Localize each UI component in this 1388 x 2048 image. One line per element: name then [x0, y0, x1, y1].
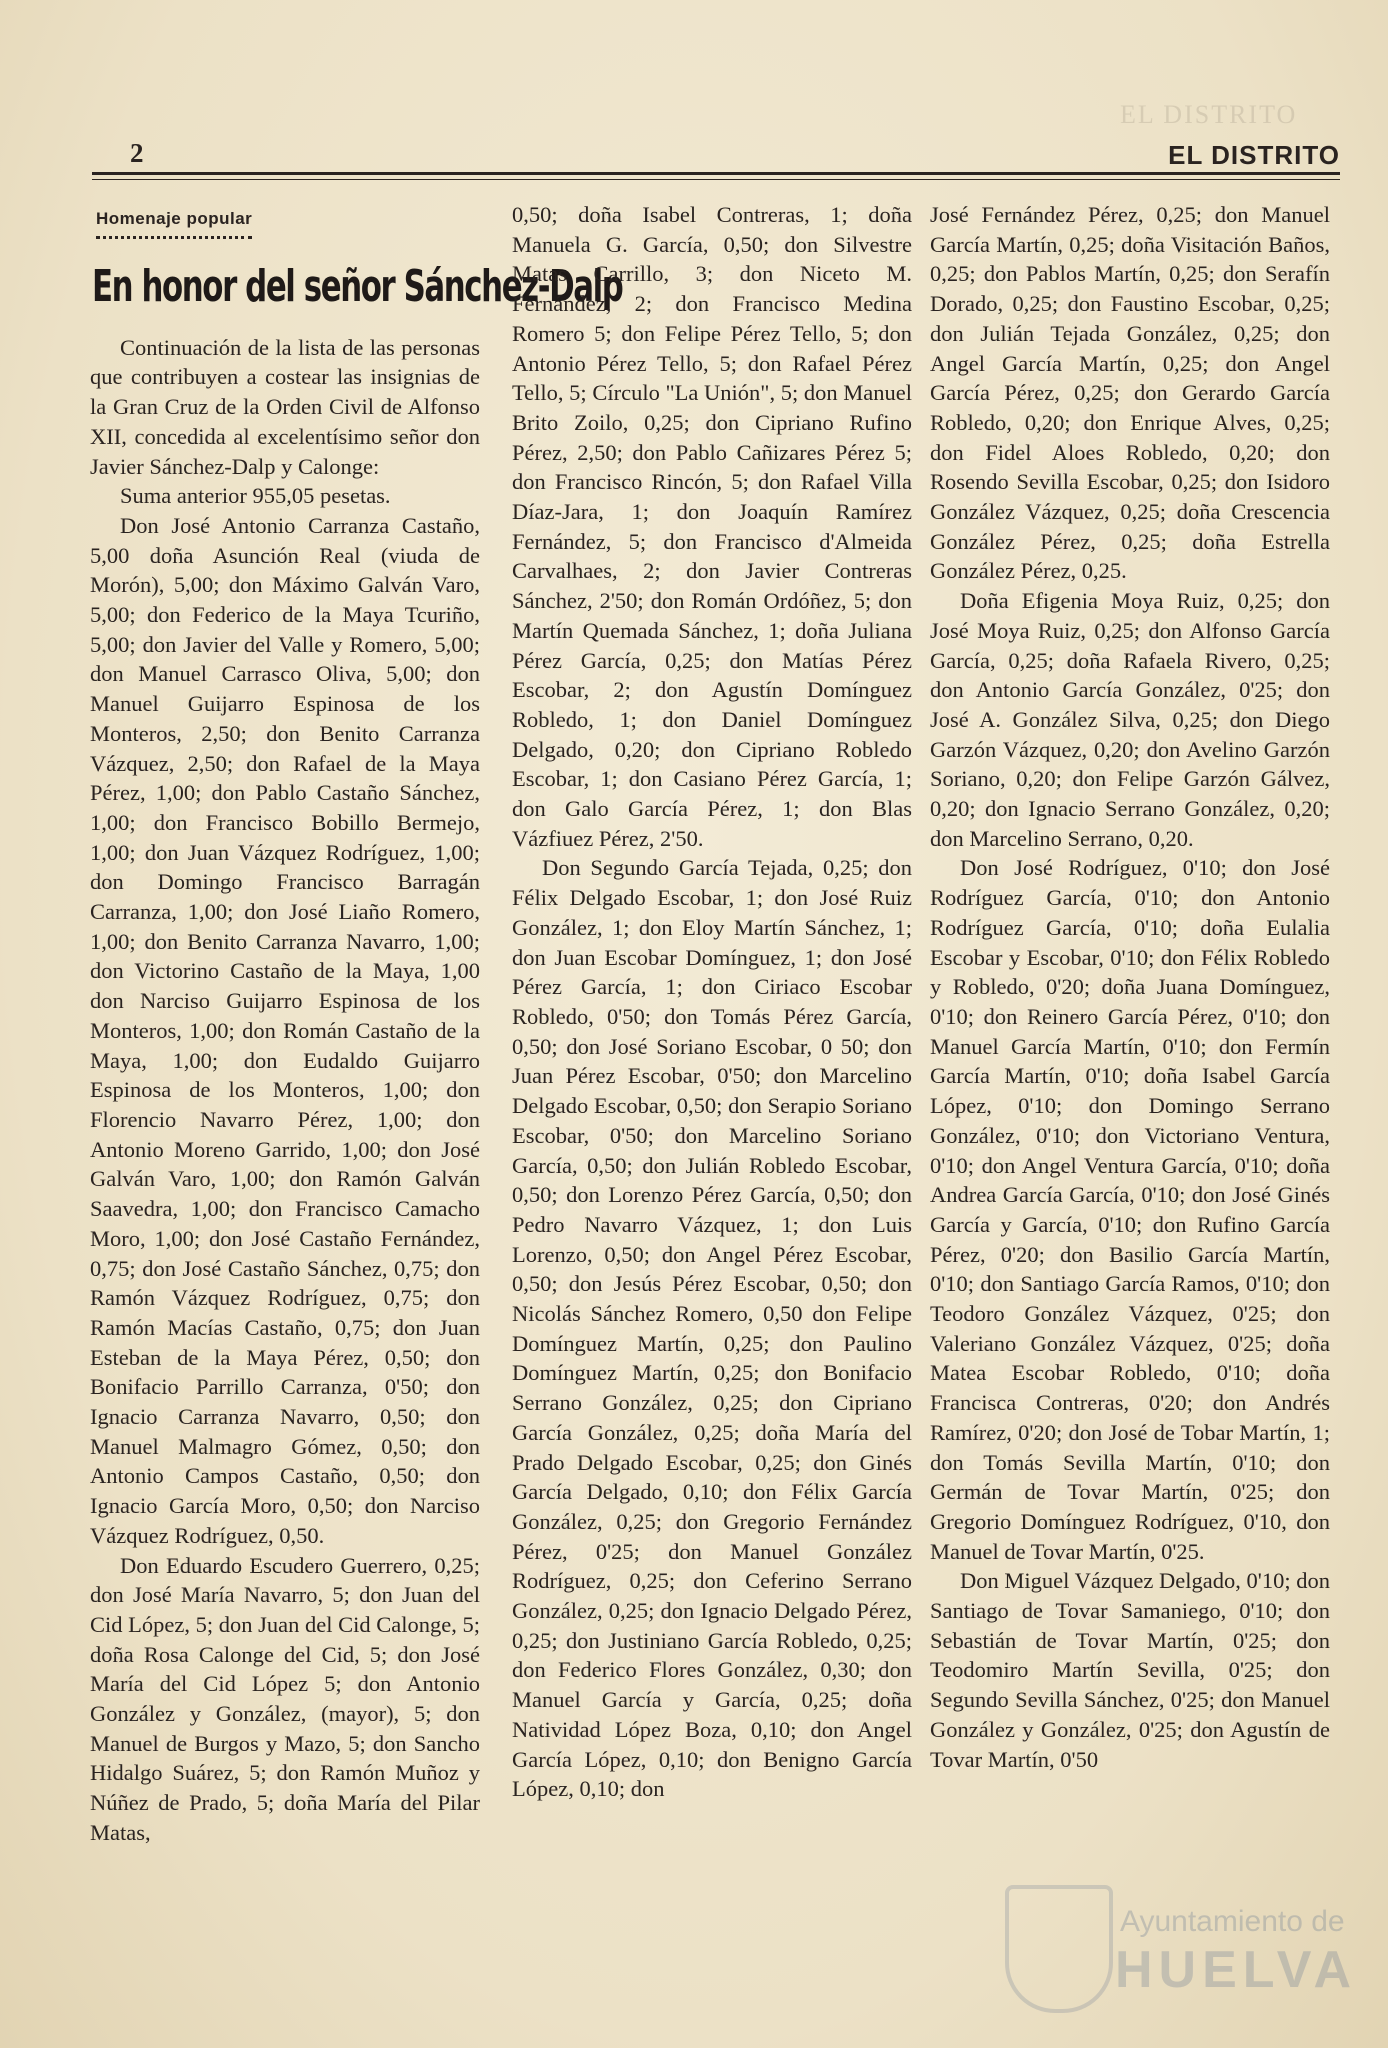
page-number: 2 — [130, 138, 144, 168]
column-1-body — [90, 333, 480, 1848]
paragraph: Don Miguel Vázquez Delgado, 0'10; don Santiago de Tovar Samaniego, 0'10; don Sebastián de Tovar Martín, 0'25; don Teodomiro Martín Sevilla, 0'25; don Segundo Sevilla Sánchez, 0'25; don Manuel González y González, 0'25; don Agustín de Tovar Martín, 0'50 — [930, 1568, 1330, 1772]
column-1 — [82, 202, 623, 1848]
watermark-line2: HUELVA — [1115, 1941, 1358, 1999]
watermark-line1: Ayuntamiento de — [1120, 1905, 1345, 1938]
watermark-seal-icon — [1005, 1885, 1113, 2013]
article-headline: En honor del señor Sánchez-Dalp — [92, 260, 623, 312]
paragraph: Don Eduardo Escudero Guerrero, 0,25; don José María Navarro, 5; don Juan del Cid López, 5; don Juan del Cid Calonge, 5; doña Rosa Calonge del Cid, 5; don José María del Cid López 5; don Antonio González y González, (mayor), 5; don Manuel de Burgos y Mazo, 5; don Sancho Hidalgo Suárez, 5; don Ramón Muñoz y Núñez de Prado, 5; doña María del Pilar Matas, — [90, 1552, 480, 1845]
header-rule — [92, 172, 1340, 175]
paragraph: Doña Efigenia Moya Ruiz, 0,25; don José Moya Ruiz, 0,25; don Alfonso García García, 0,25; doña Rafaela Rivero, 0,25; don Antonio García González, 0'25; don José A. González Silva, 0,25; don Diego Garzón Vázquez, 0,20; don Avelino Garzón Soriano, 0,20; don Felipe Garzón Gálvez, 0,20; don Ignacio Serrano González, 0,20; don Marcelino Serrano, 0,20. — [930, 588, 1330, 851]
masthead: EL DISTRITO — [1168, 140, 1340, 170]
paragraph: José Fernández Pérez, 0,25; don Manuel García Martín, 0,25; doña Visitación Baños, 0,25; don Pablos Martín, 0,25; don Serafín Dorado, 0,25; don Faustino Escobar, 0,25; don Julián Tejada González, 0,25; don Angel García Martín, 0,25; don Angel García Pérez, 0,25; don Gerardo García Robledo, 0,20; don Enrique Alves, 0,25; don Fidel Aloes Robledo, 0,20; don Rosendo Sevilla Escobar, 0,25; don Isidoro González Vázquez, 0,25; doña Crescencia González Pérez, 0,25; doña Estrella González Pérez, 0,25. — [930, 202, 1330, 584]
column-3 — [930, 200, 1330, 1774]
column-2 — [512, 200, 912, 1804]
paragraph: Don Segundo García Tejada, 0,25; don Félix Delgado Escobar, 1; don José Ruiz González, 1; don Eloy Martín Sánchez, 1; don Juan Escobar Domínguez, 1; don José Pérez García, 1; don Ciriaco Escobar Robledo, 0'50; don Tomás Pérez García, 0,50; don José Soriano Escobar, 0 50; don Juan Pérez Escobar, 0'50; don Marcelino Delgado Escobar, 0,50; don Serapio Soriano Escobar, 0'50; don Marcelino Soriano García, 0,50; don Julián Robledo Escobar, 0,50; don Lorenzo Pérez García, 0,50; don Pedro Navarro Vázquez, 1; don Luis Lorenzo, 0,50; don Angel Pérez Escobar, 0,50; don Jesús Pérez Escobar, 0,50; don Nicolás Sánchez Romero, 0,50 don Felipe Domínguez Martín, 0,25; don Paulino Domínguez Martín, 0,25; don Bonifacio Serrano González, 0,25; don Cipriano García González, 0,25; doña María del Prado Delgado Escobar, 0,25; don Ginés García Delgado, 0,10; don Félix García González, 0,25; don Gregorio Fernández Pérez, 0'25; don Manuel González Rodríguez, 0,25; don Ceferino Serrano González, 0,25; don Ignacio Delgado Pérez, 0,25; don Justiniano García Robledo, 0,25; don Federico Flores González, 0,30; don Manuel García y García, 0,25; doña Natividad López Boza, 0,10; don Angel García López, 0,10; don Benigno García López, 0,10; don — [512, 855, 912, 1802]
section-kicker: Homenaje popular — [96, 204, 252, 239]
bleed-through-text: EL DISTRITO — [1120, 100, 1298, 129]
paragraph: 0,50; doña Isabel Contreras, 1; doña Manuela G. García, 0,50; don Silvestre Matas Carrillo, 3; don Niceto M. Fernández, 2; don Francisco Medina Romero 5; don Felipe Pérez Tello, 5; don Antonio Pérez Tello, 5; don Rafael Pérez Tello, 5; Círculo "La Unión", 5; don Manuel Brito Zoilo, 0,25; don Cipriano Rufino Pérez, 2,50; don Pablo Cañizares Pérez 5; don Francisco Rincón, 5; don Rafael Villa Díaz-Jara, 1; don Joaquín Ramírez Fernández, 5; don Francisco d'Almeida Carvalhaes, 2; don Javier Contreras Sánchez, 2'50; don Román Ordóñez, 5; don Martín Quemada Sánchez, 1; doña Juliana Pérez García, 0,25; don Matías Pérez Escobar, 2; don Agustín Domínguez Robledo, 1; don Daniel Domínguez Delgado, 0,20; don Cipriano Robledo Escobar, 1; don Casiano Pérez García, 1; don Galo García Pérez, 1; don Blas Vázfiuez Pérez, 2'50. — [512, 202, 912, 851]
paragraph: Don José Antonio Carranza Castaño, 5,00 doña Asunción Real (viuda de Morón), 5,00; don Máximo Galván Varo, 5,00; don Federico de la Maya Tcuriño, 5,00; don Javier del Valle y Romero, 5,00; don Manuel Carrasco Oliva, 5,00; don Manuel Guijarro Espinosa de los Monteros, 2,50; don Benito Carranza Vázquez, 2,50; don Rafael de la Maya Pérez, 1,00; don Pablo Castaño Sánchez, 1,00; don Francisco Bobillo Bermejo, 1,00; don Juan Vázquez Rodríguez, 1,00; don Domingo Francisco Barragán Carranza, 1,00; don José Liaño Romero, 1,00; don Benito Carranza Navarro, 1,00; don Victorino Castaño de la Maya, 1,00 don Narciso Guijarro Espinosa de los Monteros, 1,00; don Román Castaño de la Maya, 1,00; don Eudaldo Guijarro Espinosa de los Monteros, 1,00; don Florencio Navarro Pérez, 1,00; don Antonio Moreno Garrido, 1,00; don José Galván Varo, 1,00; don Ramón Galván Saavedra, 1,00; don Francisco Camacho Moro, 1,00; don José Castaño Fernández, 0,75; don José Castaño Sánchez, 0,75; don Ramón Vázquez Rodríguez, 0,75; don Ramón Macías Castaño, 0,75; don Juan Esteban de la Maya Pérez, 0,50; don Bonifacio Parrillo Carranza, 0'50; don Ignacio Carranza Navarro, 0,50; don Manuel Malmagro Gómez, 0,50; don Antonio Campos Castaño, 0,50; don Ignacio García Moro, 0,50; don Narciso Vázquez Rodríguez, 0,50. — [90, 512, 480, 1548]
header-rule-thin — [92, 179, 1340, 180]
paragraph: Continuación de la lista de las personas que contribuyen a costear las insignias de la Gran Cruz de la Orden Civil de Alfonso XII, concedida al excelentísimo señor don Javier Sánchez-Dalp y Calonge: — [90, 334, 480, 479]
paragraph: Don José Rodríguez, 0'10; don José Rodríguez García, 0'10; don Antonio Rodríguez García, 0'10; doña Eulalia Escobar y Escobar, 0'10; don Félix Robledo y Robledo, 0'20; doña Juana Domínguez, 0'10; don Reinero García Pérez, 0'10; don Manuel García Martín, 0'10; don Fermín García Martín, 0'10; doña Isabel García López, 0'10; don Domingo Serrano González, 0'10; don Victoriano Ventura, 0'10; don Angel Ventura García, 0'10; doña Andrea García García, 0'10; don José Ginés García y García, 0'10; don Rufino García Pérez, 0'20; don Basilio García Martín, 0'10; don Santiago García Ramos, 0'10; don Teodoro González Vázquez, 0'25; don Valeriano González Vázquez, 0'25; doña Matea Escobar Robledo, 0'10; doña Francisca Contreras, 0'20; don Andrés Ramírez, 0'20; don José de Tobar Martín, 1; don Tomás Sevilla Martín, 0'10; don Germán de Tovar Martín, 0'25; don Gregorio Domínguez Rodríguez, 0'10, don Manuel de Tovar Martín, 0'25. — [930, 855, 1330, 1564]
paragraph: Suma anterior 955,05 pesetas. — [120, 483, 391, 509]
